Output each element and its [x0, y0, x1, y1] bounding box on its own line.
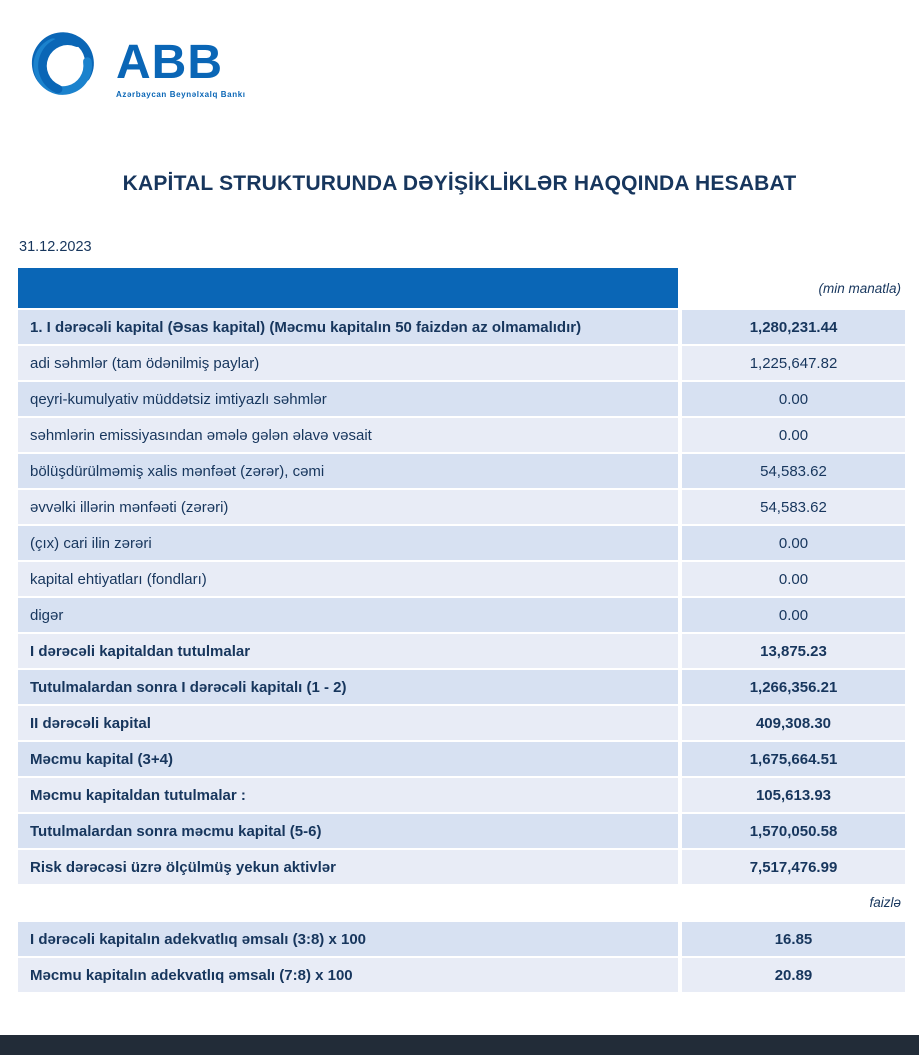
row-value: 105,613.93 [682, 778, 905, 812]
row-value: 1,225,647.82 [682, 346, 905, 380]
footer-bar [0, 1035, 919, 1055]
table-row [18, 346, 905, 380]
table-row [18, 922, 905, 956]
report-title: KAPİTAL STRUKTURUNDA DƏYİŞİKLİKLƏR HAQQINDA HESABAT [122, 172, 797, 195]
capital-table [18, 268, 905, 992]
row-label: Məcmu kapitaldan tutulmalar : [18, 778, 678, 812]
row-value: 0.00 [682, 598, 905, 632]
row-value: 0.00 [682, 562, 905, 596]
row-label: Tutulmalardan sonra məcmu kapital (5-6) [18, 814, 678, 848]
row-value: 13,875.23 [682, 634, 905, 668]
row-value: 1,675,664.51 [682, 742, 905, 776]
row-value: 0.00 [682, 418, 905, 452]
table-row [18, 850, 905, 884]
row-value: 54,583.62 [682, 490, 905, 524]
table-row [18, 526, 905, 560]
row-value: 1,280,231.44 [682, 310, 905, 344]
table-row [18, 958, 905, 992]
row-label: Məcmu kapital (3+4) [18, 742, 678, 776]
row-label: 1. I dərəcəli kapital (Əsas kapital) (Məcmu kapitalın 50 faizdən az olmamalıdır) [18, 310, 678, 344]
row-label: Məcmu kapitalın adekvatlıq əmsalı (7:8) x 100 [18, 958, 678, 992]
row-label: səhmlərin emissiyasından əmələ gələn əlavə vəsait [18, 418, 678, 452]
table-row [18, 418, 905, 452]
table-row [18, 562, 905, 596]
table-row [18, 742, 905, 776]
table-row [18, 490, 905, 524]
table-row [18, 670, 905, 704]
table-header-bar [18, 268, 678, 308]
row-label: Risk dərəcəsi üzrə ölçülmüş yekun aktivlər [18, 850, 678, 884]
row-value: 16.85 [682, 922, 905, 956]
percent-note: faizlə [869, 894, 901, 910]
ratio-body [18, 922, 905, 992]
table-body [18, 310, 905, 884]
row-value: 20.89 [682, 958, 905, 992]
row-label: bölüşdürülməmiş xalis mənfəət (zərər), cəmi [18, 454, 678, 488]
row-label: Tutulmalardan sonra I dərəcəli kapitalı (1 - 2) [18, 670, 678, 704]
row-value: 409,308.30 [682, 706, 905, 740]
table-row [18, 778, 905, 812]
table-row [18, 310, 905, 344]
row-label: əvvəlki illərin mənfəəti (zərəri) [18, 490, 678, 524]
report-date: 31.12.2023 [19, 239, 92, 255]
row-value: 54,583.62 [682, 454, 905, 488]
logo-text [116, 31, 246, 98]
row-value: 0.00 [682, 526, 905, 560]
table-row [18, 382, 905, 416]
table-row [18, 634, 905, 668]
row-label: adi səhmlər (tam ödənilmiş paylar) [18, 346, 678, 380]
logo-subtitle: Azərbaycan Beynəlxalq Bankı [116, 89, 246, 99]
row-value: 1,266,356.21 [682, 670, 905, 704]
table-header [18, 268, 905, 308]
table-row [18, 814, 905, 848]
abb-knot-icon [22, 22, 108, 108]
logo-brand-text: ABB [116, 36, 223, 90]
row-label: I dərəcəli kapitalın adekvatlıq əmsalı (3:8) x 100 [18, 922, 678, 956]
table-row [18, 706, 905, 740]
table-row [18, 454, 905, 488]
row-value: 1,570,050.58 [682, 814, 905, 848]
row-label: I dərəcəli kapitaldan tutulmalar [18, 634, 678, 668]
row-value: 7,517,476.99 [682, 850, 905, 884]
row-value: 0.00 [682, 382, 905, 416]
row-label: kapital ehtiyatları (fondları) [18, 562, 678, 596]
row-label: (çıx) cari ilin zərəri [18, 526, 678, 560]
unit-note: (min manatla) [818, 280, 901, 296]
bank-logo [22, 22, 246, 108]
row-label: digər [18, 598, 678, 632]
row-label: II dərəcəli kapital [18, 706, 678, 740]
table-row [18, 598, 905, 632]
row-label: qeyri-kumulyativ müddətsiz imtiyazlı səhmlər [18, 382, 678, 416]
